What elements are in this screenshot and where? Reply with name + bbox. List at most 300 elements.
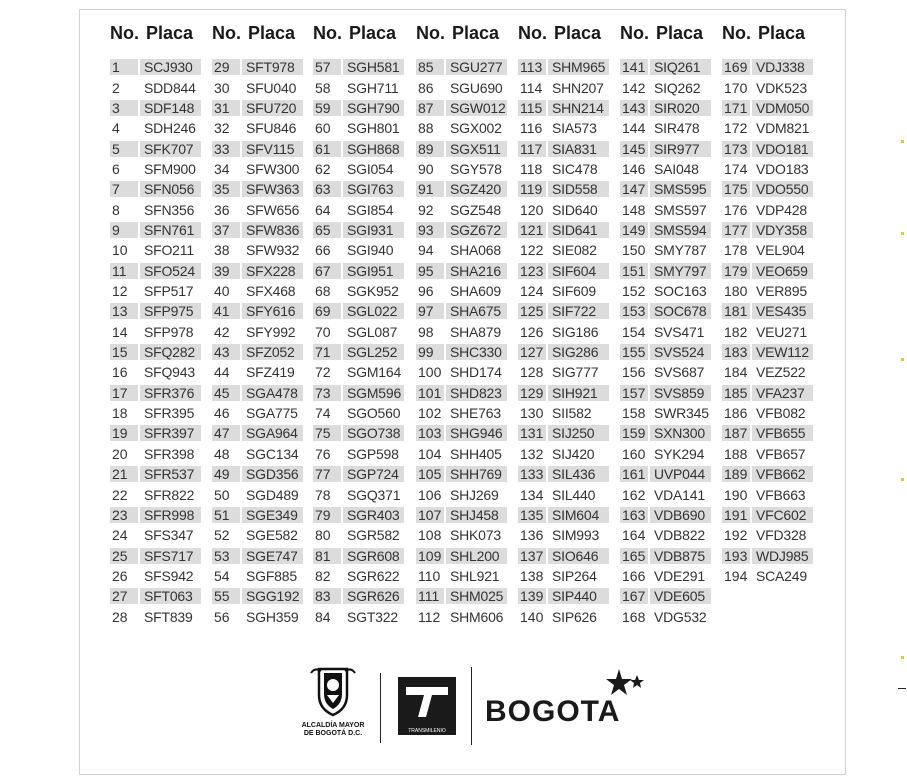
row-number: 114 (520, 79, 543, 96)
plate-code: SGI951 (343, 263, 404, 279)
plate-code: SDD844 (144, 79, 196, 96)
table-row (620, 382, 722, 402)
plate-code: SFM900 (144, 161, 196, 178)
plate-code: SVS471 (654, 323, 705, 340)
row-number: 152 (622, 283, 646, 300)
header-placa: Placa (146, 23, 194, 43)
table-row (416, 463, 518, 483)
plate-code: SFN356 (144, 201, 195, 218)
table-row (518, 300, 620, 320)
table-row (110, 56, 212, 76)
table-row (620, 198, 722, 218)
plate-code: SGF885 (246, 567, 297, 584)
table-row (518, 463, 620, 483)
table-row (313, 300, 415, 320)
row-number: 59 (313, 100, 341, 116)
table-row (518, 117, 620, 137)
table-row (212, 402, 314, 422)
plate-code: SFR395 (144, 405, 195, 422)
logo-footer (80, 665, 845, 755)
row-number: 16 (112, 364, 128, 381)
row-number: 113 (518, 59, 546, 75)
edge-tick (898, 688, 906, 689)
plate-code: SHA675 (446, 303, 507, 319)
row-number: 122 (520, 242, 544, 259)
row-number: 80 (315, 527, 331, 544)
table-row (416, 565, 518, 585)
row-number: 38 (214, 242, 230, 259)
table-row (110, 300, 212, 320)
plate-code: SFO524 (140, 263, 201, 279)
plate-code: SGD356 (242, 466, 303, 482)
table-row (518, 483, 620, 503)
table-row (313, 361, 415, 381)
plate-code: VDJ338 (752, 59, 813, 75)
row-number: 28 (112, 608, 128, 625)
plate-code: SHA216 (446, 263, 507, 279)
table-row (416, 280, 518, 300)
row-number: 37 (212, 222, 240, 238)
table-row (416, 219, 518, 239)
row-number: 103 (416, 425, 444, 441)
row-number: 155 (620, 344, 648, 360)
table-row (313, 76, 415, 96)
coat-of-arms-icon (293, 665, 373, 717)
plate-code: SHA068 (450, 242, 501, 259)
plate-code: VEZ522 (756, 364, 806, 381)
row-number: 32 (214, 120, 230, 137)
table-row (416, 483, 518, 503)
row-number: 100 (418, 364, 442, 381)
plate-code: SIL436 (548, 466, 609, 482)
plate-code: SHM606 (450, 608, 504, 625)
plate-code: SGL252 (343, 344, 404, 360)
table-row (416, 178, 518, 198)
table-row (518, 605, 620, 625)
table-row (620, 565, 722, 585)
plate-code: SGP724 (343, 466, 404, 482)
table-row (110, 158, 212, 178)
row-number: 134 (520, 486, 544, 503)
row-number: 66 (315, 242, 331, 259)
table-row (518, 341, 620, 361)
table-row (110, 605, 212, 625)
plate-column (416, 23, 518, 626)
table-row (722, 198, 824, 218)
row-number: 109 (416, 548, 444, 564)
row-number: 153 (620, 303, 648, 319)
row-number: 64 (315, 201, 331, 218)
row-number: 25 (110, 548, 138, 564)
table-row (722, 463, 824, 483)
table-row (416, 361, 518, 381)
table-row (110, 585, 212, 605)
table-row (722, 219, 824, 239)
row-number: 169 (722, 59, 750, 75)
plate-code: VDB690 (650, 507, 711, 523)
row-number: 181 (722, 303, 750, 319)
row-number: 101 (416, 385, 444, 401)
plate-code: SHH405 (450, 445, 502, 462)
row-number: 12 (112, 283, 128, 300)
plate-code: SFS347 (144, 527, 194, 544)
table-row (518, 56, 620, 76)
row-number: 18 (112, 405, 128, 422)
row-number: 44 (214, 364, 230, 381)
row-number: 140 (520, 608, 544, 625)
row-number: 33 (212, 141, 240, 157)
table-row (110, 422, 212, 442)
plate-code: SGX002 (450, 120, 502, 137)
table-row (416, 443, 518, 463)
row-number: 70 (315, 323, 331, 340)
plate-code: SIG186 (552, 323, 599, 340)
header-placa: Placa (554, 23, 602, 43)
table-row (620, 56, 722, 76)
row-number: 57 (313, 59, 341, 75)
table-row (313, 382, 415, 402)
plate-code: SFS717 (140, 548, 201, 564)
table-row (722, 137, 824, 157)
transmilenio-mark-icon (398, 677, 456, 723)
row-number: 1 (110, 59, 138, 75)
row-number: 17 (110, 385, 138, 401)
plate-code: SGI054 (347, 161, 394, 178)
table-row (110, 239, 212, 259)
table-row (212, 280, 314, 300)
row-number: 92 (418, 201, 434, 218)
row-number: 93 (416, 222, 444, 238)
row-number: 190 (724, 486, 748, 503)
plate-code: SFU720 (242, 100, 303, 116)
plate-code: SIQ262 (654, 79, 701, 96)
plate-code: SGA478 (242, 385, 303, 401)
plate-code: VDP428 (756, 201, 807, 218)
plate-column (518, 23, 620, 626)
plate-code: SFO211 (144, 242, 194, 259)
plate-code: SIC478 (552, 161, 598, 178)
table-row (518, 361, 620, 381)
table-row (110, 320, 212, 340)
row-number: 179 (722, 263, 750, 279)
table-row (416, 137, 518, 157)
plate-code: SIP626 (552, 608, 597, 625)
row-number: 159 (620, 425, 648, 441)
table-row (110, 402, 212, 422)
table-row (518, 219, 620, 239)
table-row (518, 382, 620, 402)
table-row (212, 382, 314, 402)
table-row (110, 504, 212, 524)
row-number: 111 (416, 588, 444, 604)
edge-accent-dot (901, 656, 904, 659)
plate-code: SHA609 (450, 283, 501, 300)
row-number: 89 (416, 141, 444, 157)
row-number: 176 (724, 201, 748, 218)
plate-code: SGL022 (343, 303, 404, 319)
table-row (518, 402, 620, 422)
logo-divider (471, 667, 472, 745)
header-placa: Placa (758, 23, 806, 43)
plate-code: SGZ672 (446, 222, 507, 238)
plate-code: SGR626 (343, 588, 404, 604)
plate-code: SID640 (552, 201, 598, 218)
plate-code: VDM050 (752, 100, 813, 116)
table-row (620, 219, 722, 239)
plate-code: SHN214 (548, 100, 609, 116)
row-number: 27 (110, 588, 138, 604)
row-number: 21 (110, 466, 138, 482)
table-row (212, 259, 314, 279)
row-number: 15 (110, 344, 138, 360)
row-number: 188 (724, 445, 748, 462)
row-number: 96 (418, 283, 434, 300)
table-row (416, 97, 518, 117)
plate-code: SIF604 (548, 263, 609, 279)
plate-code: SIR020 (650, 100, 711, 116)
plate-code: SFN761 (140, 222, 201, 238)
row-number: 121 (518, 222, 546, 238)
row-number: 41 (212, 303, 240, 319)
row-number: 106 (418, 486, 442, 503)
row-number: 182 (724, 323, 748, 340)
row-number: 167 (620, 588, 648, 604)
table-row (212, 137, 314, 157)
row-number: 85 (416, 59, 444, 75)
row-number: 61 (313, 141, 341, 157)
table-row (620, 504, 722, 524)
row-number: 23 (110, 507, 138, 523)
row-number: 133 (518, 466, 546, 482)
row-number: 125 (518, 303, 546, 319)
table-row (722, 565, 824, 585)
plate-code: SFU040 (246, 79, 297, 96)
row-number: 9 (110, 222, 138, 238)
row-number: 6 (112, 161, 120, 178)
row-number: 145 (620, 141, 648, 157)
table-row (518, 76, 620, 96)
plate-code: SGY578 (450, 161, 502, 178)
table-row (212, 504, 314, 524)
plate-code: SHN207 (552, 79, 604, 96)
plate-code: VES435 (752, 303, 813, 319)
plate-column (110, 23, 212, 626)
row-number: 108 (418, 527, 442, 544)
plate-code: SGH711 (347, 79, 399, 96)
row-number: 3 (110, 100, 138, 116)
row-number: 124 (520, 283, 544, 300)
plate-code: SCJ930 (140, 59, 201, 75)
plate-code: VFB082 (756, 405, 806, 422)
logo-divider (380, 673, 381, 743)
row-number: 193 (722, 548, 750, 564)
plate-code: SIP264 (552, 567, 597, 584)
plate-code: SFY616 (242, 303, 303, 319)
plate-code: SHL921 (450, 567, 500, 584)
table-row (518, 178, 620, 198)
table-row (416, 422, 518, 442)
table-row (620, 280, 722, 300)
row-number: 19 (110, 425, 138, 441)
row-number: 48 (214, 445, 230, 462)
row-number: 42 (214, 323, 230, 340)
table-row (313, 585, 415, 605)
row-number: 95 (416, 263, 444, 279)
plate-code: VDA141 (654, 486, 705, 503)
table-row (722, 97, 824, 117)
plate-code: SDF148 (140, 100, 201, 116)
plate-code: SGH868 (343, 141, 404, 157)
bogota-logo (485, 681, 645, 741)
row-number: 55 (212, 588, 240, 604)
row-number: 67 (313, 263, 341, 279)
table-row (313, 117, 415, 137)
plate-code: SFQ282 (140, 344, 201, 360)
table-row (313, 56, 415, 76)
plate-column (620, 23, 722, 626)
row-number: 56 (214, 608, 230, 625)
plate-code: VEL904 (756, 242, 805, 259)
header-no: No. (722, 23, 751, 43)
row-number: 73 (313, 385, 341, 401)
table-row (722, 259, 824, 279)
table-row (518, 320, 620, 340)
column-header (518, 23, 620, 56)
table-row (722, 239, 824, 259)
table-row (313, 239, 415, 259)
row-number: 11 (110, 263, 138, 279)
table-row (620, 585, 722, 605)
plate-code: SIH921 (548, 385, 609, 401)
row-number: 163 (620, 507, 648, 523)
table-row (620, 300, 722, 320)
plate-code: SHD174 (450, 364, 502, 381)
table-row (416, 117, 518, 137)
table-row (313, 280, 415, 300)
table-row (416, 341, 518, 361)
plate-code: VFB655 (752, 425, 813, 441)
table-row (416, 56, 518, 76)
table-row (110, 178, 212, 198)
table-row (722, 382, 824, 402)
plate-code: SGL087 (347, 323, 398, 340)
column-header (313, 23, 415, 56)
plate-code: SIM604 (548, 507, 609, 523)
row-number: 87 (416, 100, 444, 116)
plate-code: VFD328 (756, 527, 807, 544)
plate-code: SVS524 (650, 344, 711, 360)
row-number: 156 (622, 364, 646, 381)
table-row (620, 97, 722, 117)
table-row (620, 341, 722, 361)
plate-code: SHE763 (450, 405, 501, 422)
plate-code: SGK952 (347, 283, 399, 300)
header-no: No. (416, 23, 445, 43)
plate-code: SHM025 (446, 588, 507, 604)
row-number: 104 (418, 445, 442, 462)
row-number: 130 (520, 405, 544, 422)
plate-code: SGE582 (246, 527, 298, 544)
table-row (518, 524, 620, 544)
plate-code: SFS942 (144, 567, 194, 584)
table-row (416, 158, 518, 178)
table-row (313, 320, 415, 340)
plate-code: SGZ420 (446, 181, 507, 197)
plate-code: VDM821 (756, 120, 810, 137)
row-number: 136 (520, 527, 544, 544)
table-row (518, 422, 620, 442)
table-row (518, 158, 620, 178)
alcaldia-text-line1: ALCALDÍA MAYOR (301, 722, 365, 729)
row-number: 148 (622, 201, 646, 218)
table-row (110, 341, 212, 361)
row-number: 99 (416, 344, 444, 360)
row-number: 90 (418, 161, 434, 178)
table-row (212, 198, 314, 218)
table-row (518, 259, 620, 279)
plate-code: SFT063 (140, 588, 201, 604)
plate-code: SIM993 (552, 527, 600, 544)
header-placa: Placa (452, 23, 500, 43)
table-row (620, 76, 722, 96)
table-row (313, 198, 415, 218)
plate-code: UVP044 (650, 466, 711, 482)
row-number: 160 (622, 445, 646, 462)
row-number: 115 (518, 100, 546, 116)
table-row (110, 137, 212, 157)
row-number: 69 (313, 303, 341, 319)
transmilenio-text: TRANSMILENIO (408, 728, 446, 734)
row-number: 77 (313, 466, 341, 482)
plate-code: SIF609 (552, 283, 596, 300)
row-number: 165 (620, 548, 648, 564)
plate-code: VDB875 (650, 548, 711, 564)
table-row (110, 443, 212, 463)
plate-code: SXN300 (650, 425, 711, 441)
column-header (416, 23, 518, 56)
edge-accent-dot (901, 358, 904, 361)
table-row (110, 117, 212, 137)
header-placa: Placa (349, 23, 397, 43)
plate-code: SGU690 (450, 79, 503, 96)
table-row (110, 483, 212, 503)
row-number: 102 (418, 405, 442, 422)
table-row (620, 178, 722, 198)
table-row (518, 239, 620, 259)
row-number: 5 (110, 141, 138, 157)
table-row (212, 158, 314, 178)
plate-code: SIA831 (548, 141, 609, 157)
plate-code: SGH790 (343, 100, 404, 116)
table-row (313, 504, 415, 524)
table-row (110, 361, 212, 381)
row-number: 149 (620, 222, 648, 238)
plate-code: SGG192 (242, 588, 303, 604)
row-number: 137 (518, 548, 546, 564)
row-number: 68 (315, 283, 331, 300)
row-number: 34 (214, 161, 230, 178)
row-number: 132 (520, 445, 544, 462)
table-row (212, 117, 314, 137)
table-row (722, 402, 824, 422)
row-number: 186 (724, 405, 748, 422)
row-number: 117 (518, 141, 546, 157)
table-row (722, 300, 824, 320)
table-row (518, 280, 620, 300)
plate-code: SGT322 (347, 608, 398, 625)
table-row (313, 97, 415, 117)
row-number: 144 (622, 120, 646, 137)
